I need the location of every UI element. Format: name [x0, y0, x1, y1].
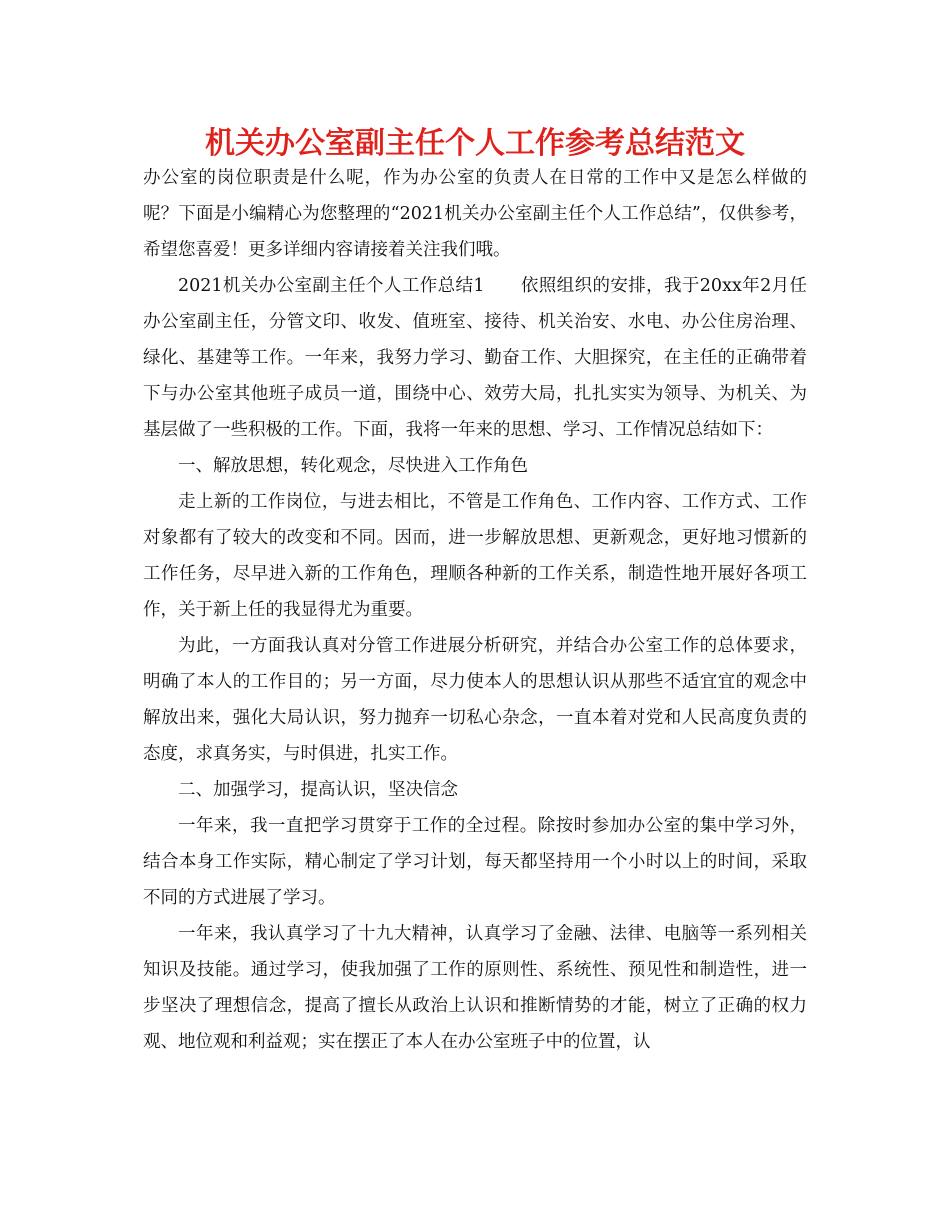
summary-paragraph-1 [143, 268, 807, 448]
intro-paragraph: 办公室的岗位职责是什么呢，作为办公室的负责人在日常的工作中又是怎么样做的呢？下面是小编精心为您整理的“2021机关办公室副主任个人工作总结”，仅供参考，希望您喜爱！更多详细内容请接着关注我们哦。 [143, 168, 807, 260]
section-heading-1: 一、解放思想，转化观念，尽快进入工作角色 [178, 456, 528, 476]
body-paragraph-3: 为此，一方面我认真对分管工作进展分析研究，并结合办公室工作的总体要求，明确了本人的工作目的；另一方面，尽力使本人的思想认识从那些不适宜宜的观念中解放出来，强化大局认识，努力抛弃一切私心杂念，一直本着对党和人民高度负责的态度，求真务实，与时俱进，扎实工作。 [143, 636, 807, 764]
body-paragraph-5: 一年来，我认真学习了十九大精神，认真学习了金融、法律、电脑等一系列相关知识及技能。通过学习，使我加强了工作的原则性、系统性、预见性和制造性，进一步坚决了理想信念，提高了擅长从政治上认识和推断情势的才能，树立了正确的权力观、地位观和利益观；实在摆正了本人在办公室班子中的位置，认 [143, 924, 807, 1052]
document-title: 机关办公室副主任个人工作参考总结范文 [205, 126, 745, 161]
section-label: 2021机关办公室副主任个人工作总结1 [178, 276, 485, 296]
body-paragraph-2: 走上新的工作岗位，与进去相比，不管是工作角色、工作内容、工作方式、工作对象都有了较大的改变和不同。因而，进一步解放思想、更新观念，更好地习惯新的工作任务，尽早进入新的工作角色，理顺各种新的工作关系，制造性地开展好各项工作，关于新上任的我显得尤为重要。 [143, 492, 807, 620]
section-heading-2: 二、加强学习，提高认识，坚决信念 [178, 780, 458, 800]
body-paragraph-4: 一年来，我一直把学习贯穿于工作的全过程。除按时参加办公室的集中学习外，结合本身工作实际，精心制定了学习计划，每天都坚持用一个小时以上的时间，采取不同的方式进展了学习。 [143, 816, 807, 908]
document-body [143, 160, 807, 1060]
paragraph-1-text: 依照组织的安排，我于20xx年2月任办公室副主任，分管文印、收发、值班室、接待、机关治安、水电、办公住房治理、绿化、基建等工作。一年来，我努力学习、勤奋工作、大胆探究，在主任的正确带着下与办公室其他班子成员一道，围绕中心、效劳大局，扎扎实实为领导、为机关、为基层做了一些积极的工作。下面，我将一年来的思想、学习、工作情况总结如下： [143, 276, 807, 440]
